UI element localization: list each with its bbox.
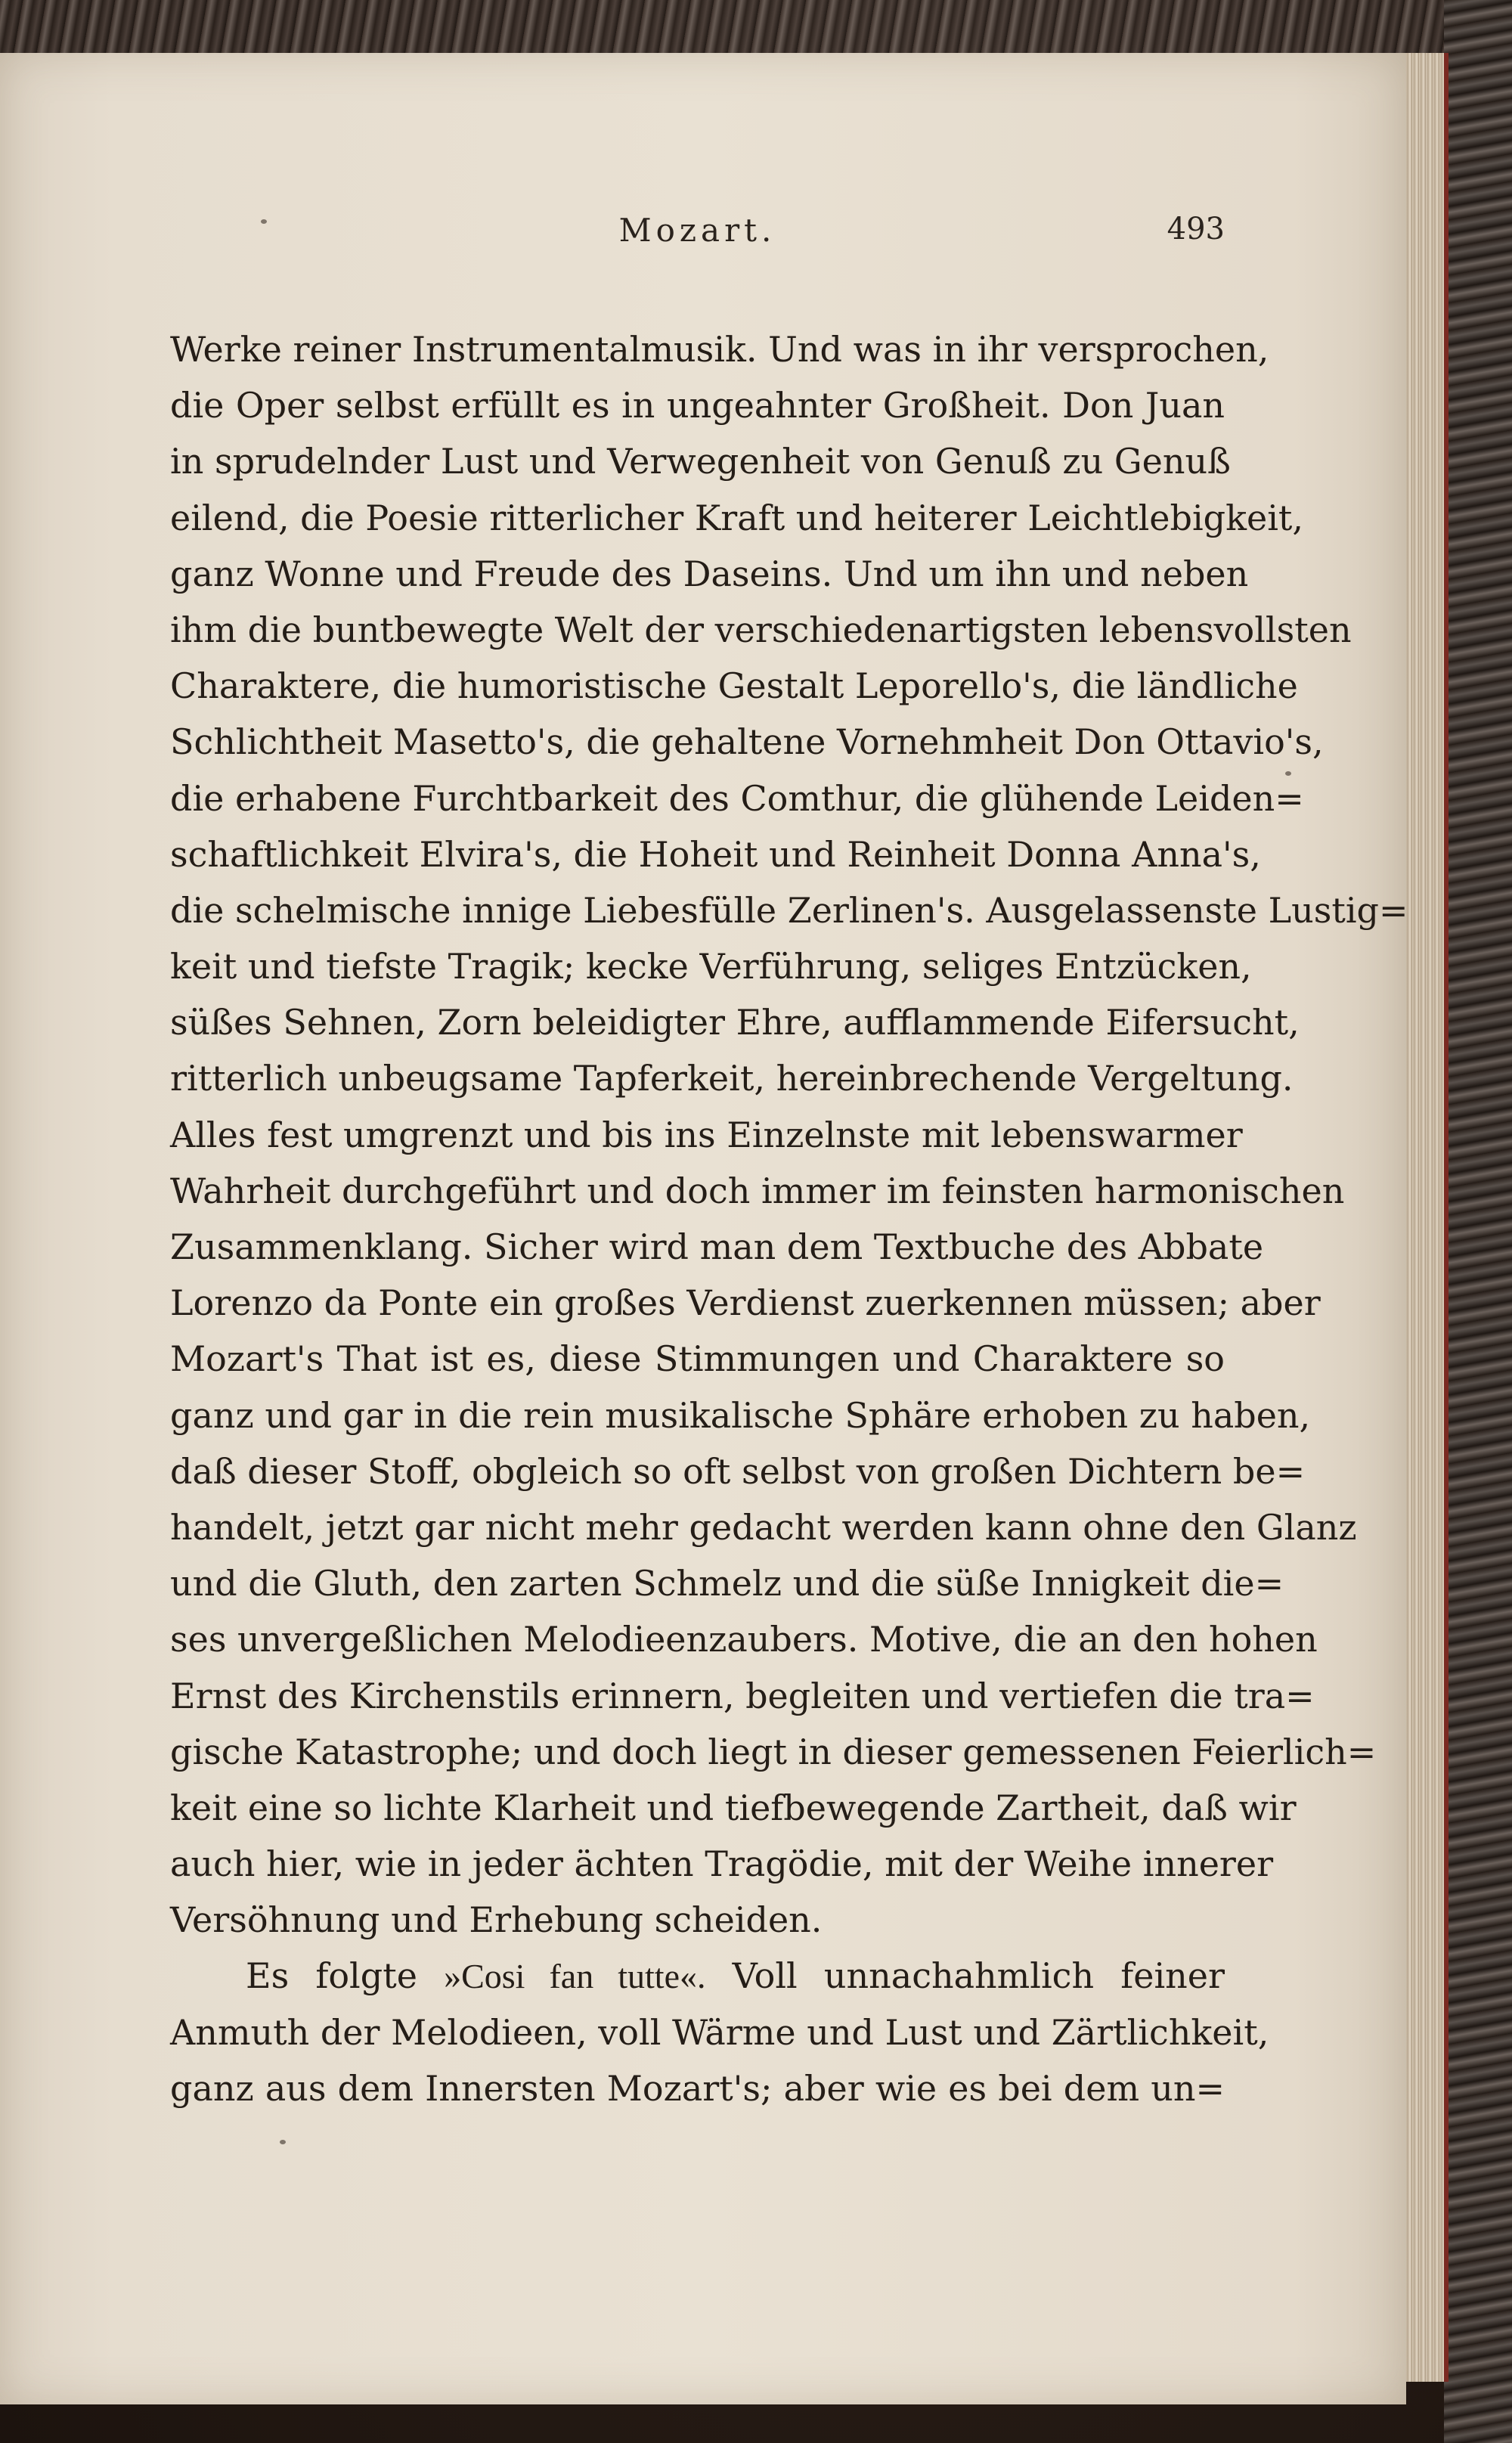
page-number: 493	[1167, 212, 1225, 246]
text-line: Alles fest umgrenzt und bis ins Einzelnste mit lebenswarmer	[170, 1114, 1243, 1155]
text-fragment: Voll unnachahmlich feiner	[705, 1955, 1225, 1997]
text-line: gische Katastrophe; und doch liegt in dieser gemessenen Feierlich=	[170, 1731, 1377, 1772]
page-header	[170, 212, 1225, 257]
text-line: Wahrheit durchgeführt und doch immer im feinsten harmonischen	[170, 1170, 1345, 1211]
paper-speck	[261, 219, 267, 224]
book-cover-right	[1444, 0, 1512, 2443]
text-line: Mozart's That ist es, diese Stimmungen und Charaktere so	[170, 1338, 1225, 1380]
text-line: Schlichtheit Masetto's, die gehaltene Vornehmheit Don Ottavio's,	[170, 721, 1324, 763]
text-line: ganz aus dem Innersten Mozart's; aber wie es bei dem un=	[170, 2067, 1225, 2109]
text-line: handelt, jetzt gar nicht mehr gedacht werden kann ohne den Glanz	[170, 1506, 1357, 1548]
text-line: ihm die buntbewegte Welt der verschiedenartigsten lebensvollsten	[170, 609, 1352, 650]
text-line: keit und tiefste Tragik; kecke Verführung, seliges Entzücken,	[170, 946, 1252, 987]
paper-speck	[1285, 771, 1291, 776]
text-line: Lorenzo da Ponte ein großes Verdienst zuerkennen müssen; aber	[170, 1282, 1321, 1324]
text-line: Anmuth der Melodieen, voll Wärme und Lust und Zärtlichkeit,	[170, 2011, 1269, 2053]
text-fragment: Es folgte	[246, 1955, 445, 1997]
text-line: Ernst des Kirchenstils erinnern, begleiten und vertiefen die tra=	[170, 1675, 1315, 1716]
text-line: ganz und gar in die rein musikalische Sphäre erhoben zu haben,	[170, 1394, 1311, 1436]
text-line: eilend, die Poesie ritterlicher Kraft und heiterer Leichtlebigkeit,	[170, 497, 1304, 538]
text-line: ganz Wonne und Freude des Daseins. Und um ihn und neben	[170, 553, 1249, 594]
text-line: süßes Sehnen, Zorn beleidigter Ehre, aufflammende Eifersucht,	[170, 1002, 1300, 1043]
book-page	[0, 53, 1406, 2404]
text-line: keit eine so lichte Klarheit und tiefbewegende Zartheit, daß wir	[170, 1787, 1297, 1828]
work-title: »Cosi fan tutte«.	[444, 1957, 706, 1996]
text-line: schaftlichkeit Elvira's, die Hoheit und Reinheit Donna Anna's,	[170, 833, 1261, 875]
text-line: Zusammenklang. Sicher wird man dem Textbuche des Abbate	[170, 1226, 1264, 1267]
running-title: Mozart.	[618, 212, 776, 249]
text-line: daß dieser Stoff, obgleich so oft selbst von großen Dichtern be=	[170, 1450, 1306, 1492]
text-line: und die Gluth, den zarten Schmelz und die süße Innigkeit die=	[170, 1563, 1284, 1604]
text-line: Werke reiner Instrumentalmusik. Und was in ihr versprochen,	[170, 329, 1269, 370]
text-line: ritterlich unbeugsame Tapferkeit, hereinbrechende Vergeltung.	[170, 1058, 1294, 1099]
text-line: die Oper selbst erfüllt es in ungeahnter Großheit. Don Juan	[170, 385, 1225, 426]
text-line: auch hier, wie in jeder ächten Tragödie, mit der Weihe innerer	[170, 1843, 1274, 1885]
text-line: ses unvergeßlichen Melodieenzaubers. Motive, die an den hohen	[170, 1619, 1318, 1660]
text-line: in sprudelnder Lust und Verwegenheit von Genuß zu Genuß	[170, 441, 1231, 482]
text-line: die erhabene Furchtbarkeit des Comthur, die glühende Leiden=	[170, 777, 1304, 819]
body-text	[170, 321, 1408, 2116]
paragraph-start-line	[170, 1948, 1225, 2004]
text-line: Charaktere, die humoristische Gestalt Leporello's, die ländliche	[170, 665, 1298, 707]
paragraph-end-line: Versöhnung und Erhebung scheiden.	[170, 1899, 823, 1941]
text-line: die schelmische innige Liebesfülle Zerlinen's. Ausgelassenste Lustig=	[170, 889, 1408, 931]
paper-speck	[280, 2140, 286, 2144]
